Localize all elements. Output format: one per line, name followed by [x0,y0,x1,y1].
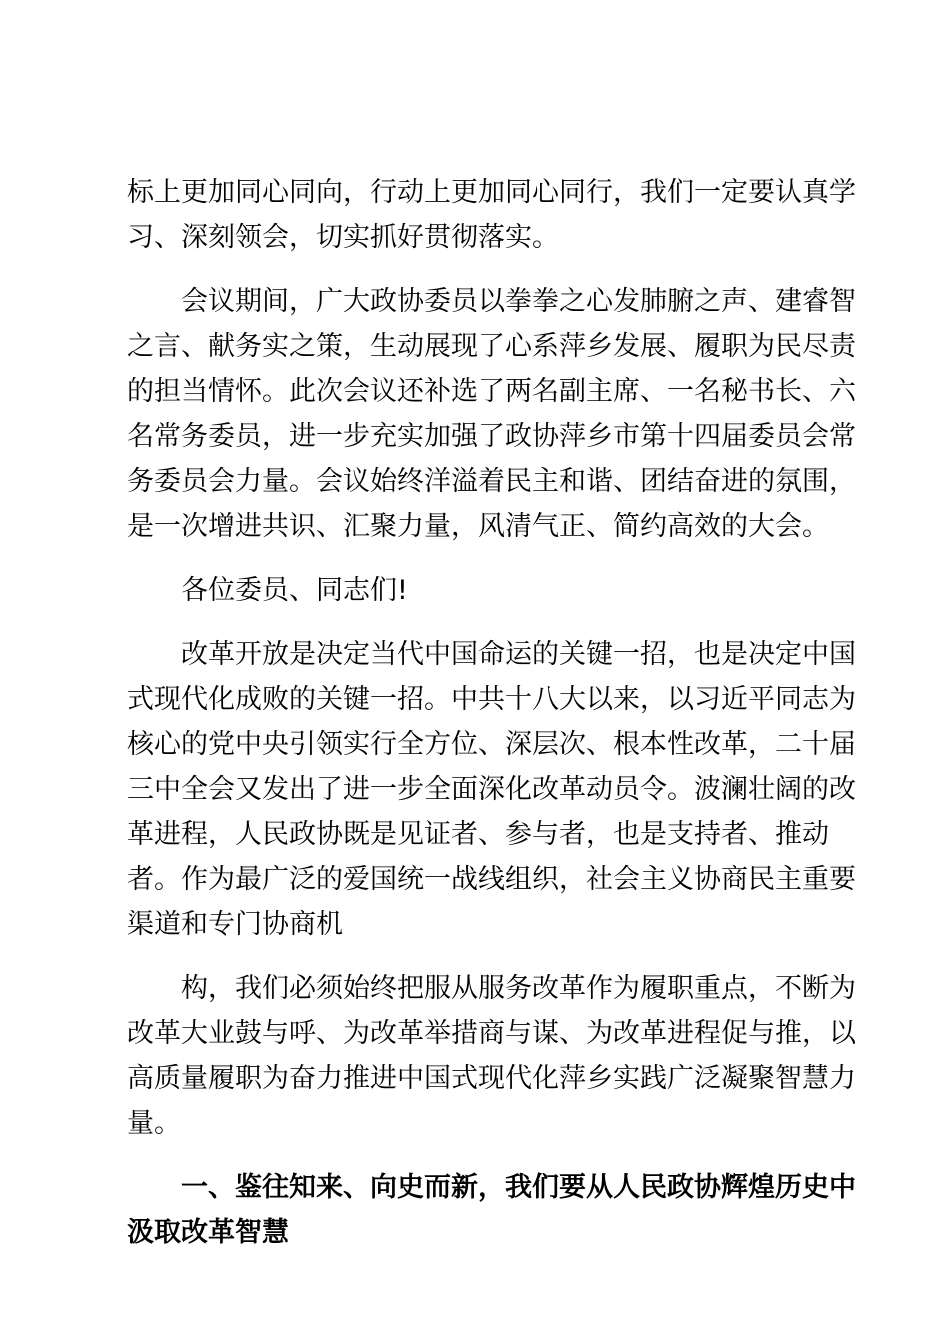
paragraph-2-line-5: 务委员会力量。会议始终洋溢着民主和谐、团结奋进的氛围， [127,466,856,497]
paragraph-4-line-2: 式现代化成败的关键一招。中共十八大以来，以习近平同志为 [127,684,856,715]
paragraph-2-line-1: 会议期间，广大政协委员以拳拳之心发肺腑之声、建睿智 [181,286,856,317]
paragraph-2-line-2: 之言、献务实之策，生动展现了心系萍乡发展、履职为民尽责 [127,331,856,362]
paragraph-5-line-1: 构，我们必须始终把服从服务改革作为履职重点，不断为 [181,973,856,1004]
paragraph-4-line-3: 核心的党中央引领实行全方位、深层次、根本性改革，二十届 [127,729,856,760]
paragraph-5-line-4: 量。 [127,1108,181,1139]
paragraph-4-line-1: 改革开放是决定当代中国命运的关键一招，也是决定中国 [181,639,856,670]
paragraph-5-line-2: 改革大业鼓与呼、为改革举措商与谋、为改革进程促与推，以 [127,1018,856,1049]
paragraph-5-line-3: 高质量履职为奋力推进中国式现代化萍乡实践广泛凝聚智慧力 [127,1063,856,1094]
paragraph-4-line-5: 革进程，人民政协既是见证者、参与者，也是支持者、推动 [127,819,829,850]
paragraph-4-line-7: 渠道和专门协商机 [127,909,343,940]
paragraph-2-line-3: 的担当情怀。此次会议还补选了两名副主席、一名秘书长、六 [127,376,856,407]
paragraph-2-line-4: 名常务委员，进一步充实加强了政协萍乡市第十四届委员会常 [127,421,856,452]
paragraph-1-line-1: 标上更加同心同向，行动上更加同心同行，我们一定要认真学 [127,177,856,208]
section-heading-line-2: 汲取改革智慧 [127,1217,289,1248]
document-body [127,170,856,1255]
paragraph-1-line-2: 习、深刻领会，切实抓好贯彻落实。 [127,222,559,253]
paragraph-2-line-6: 是一次增进共识、汇聚力量，风清气正、简约高效的大会。 [127,511,829,542]
salutation-line: 各位委员、同志们! [181,575,408,606]
paragraph-4-line-4: 三中全会又发出了进一步全面深化改革动员令。波澜壮阔的改 [127,774,856,805]
paragraph-4-line-6: 者。作为最广泛的爱国统一战线组织，社会主义协商民主重要 [127,864,856,895]
section-heading-line-1: 一、鉴往知来、向史而新，我们要从人民政协辉煌历史中 [181,1172,856,1203]
